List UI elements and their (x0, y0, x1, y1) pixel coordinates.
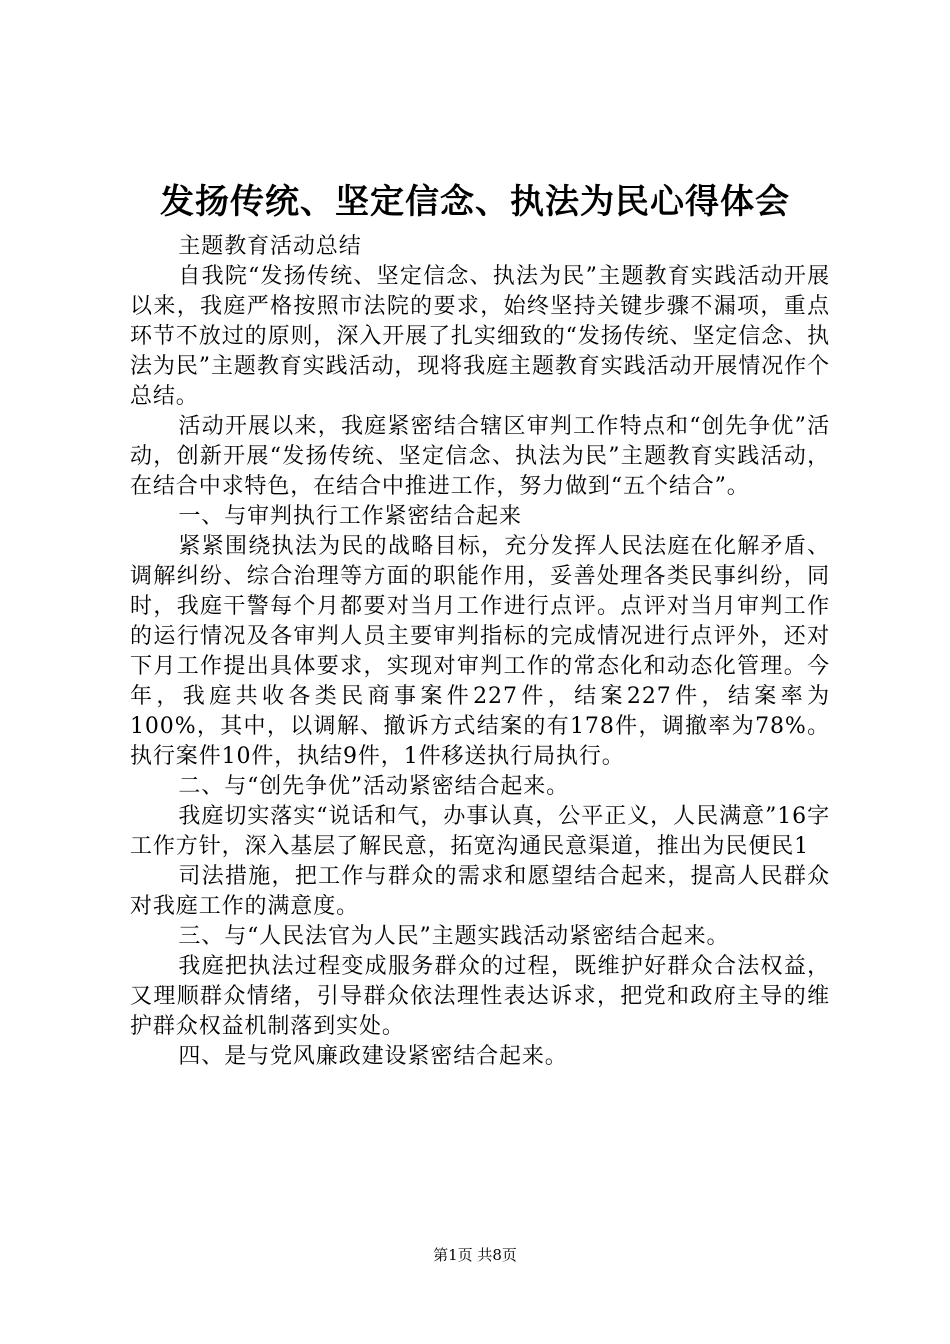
paragraph: 自我院“发扬传统、坚定信念、执法为民”主题教育实践活动开展以来，我庭严格按照市法院的要求，始终坚持关键步骤不漏项，重点环节不放过的原则，深入开展了扎实细致的“发扬传统、坚定信念、执法为民”主题教育实践活动，现将我庭主题教育实践活动开展情况作个总结。 (130, 264, 830, 409)
section-heading: 三、与“人民法官为人民”主题实践活动紧密结合起来。 (178, 924, 730, 949)
paragraph: 我庭把执法过程变成服务群众的过程，既维护好群众合法权益，又理顺群众情绪，引导群众依法理性表达诉求，把党和政府主导的维护群众权益机制落到实处。 (130, 954, 830, 1039)
section-heading: 四、是与党风廉政建设紧密结合起来。 (178, 1044, 568, 1069)
paragraph: 紧紧围绕执法为民的战略目标，充分发挥人民法庭在化解矛盾、调解纠纷、综合治理等方面的职能作用，妥善处理各类民事纠纷，同时，我庭干警每个月都要对当月工作进行点评。点评对当月审判工作的运行情况及各审判人员主要审判指标的完成情况进行点评外，还对下月工作提出具体要求，实现对审判工作的常态化和动态化管理。今年，我庭共收各类民商事案件227件，结案227件，结案率为100%，其中，以调解、撤诉方式结案的有178件，调撤率为78%。执行案件10件，执结9件，1件移送执行局执行。 (130, 534, 830, 769)
section-heading: 二、与“创先争优”活动紧密结合起来。 (178, 774, 570, 799)
paragraph: 司法措施，把工作与群众的需求和愿望结合起来，提高人民群众对我庭工作的满意度。 (130, 864, 830, 919)
page-footer: 第1页 共8页 (433, 1246, 517, 1264)
paragraph: 活动开展以来，我庭紧密结合辖区审判工作特点和“创先争优”活动，创新开展“发扬传统、坚定信念、执法为民”主题教育实践活动，在结合中求特色，在结合中推进工作，努力做到“五个结合”。 (130, 414, 830, 499)
section-heading: 一、与审判执行工作紧密结合起来 (178, 504, 522, 529)
paragraph-subtitle: 主题教育活动总结 (178, 234, 362, 259)
document-body (130, 232, 830, 1072)
document-title: 发扬传统、坚定信念、执法为民心得体会 (160, 182, 790, 222)
paragraph: 我庭切实落实“说话和气，办事认真，公平正义，人民满意”16字工作方针，深入基层了解民意，拓宽沟通民意渠道，推出为民便民1 (130, 804, 830, 859)
